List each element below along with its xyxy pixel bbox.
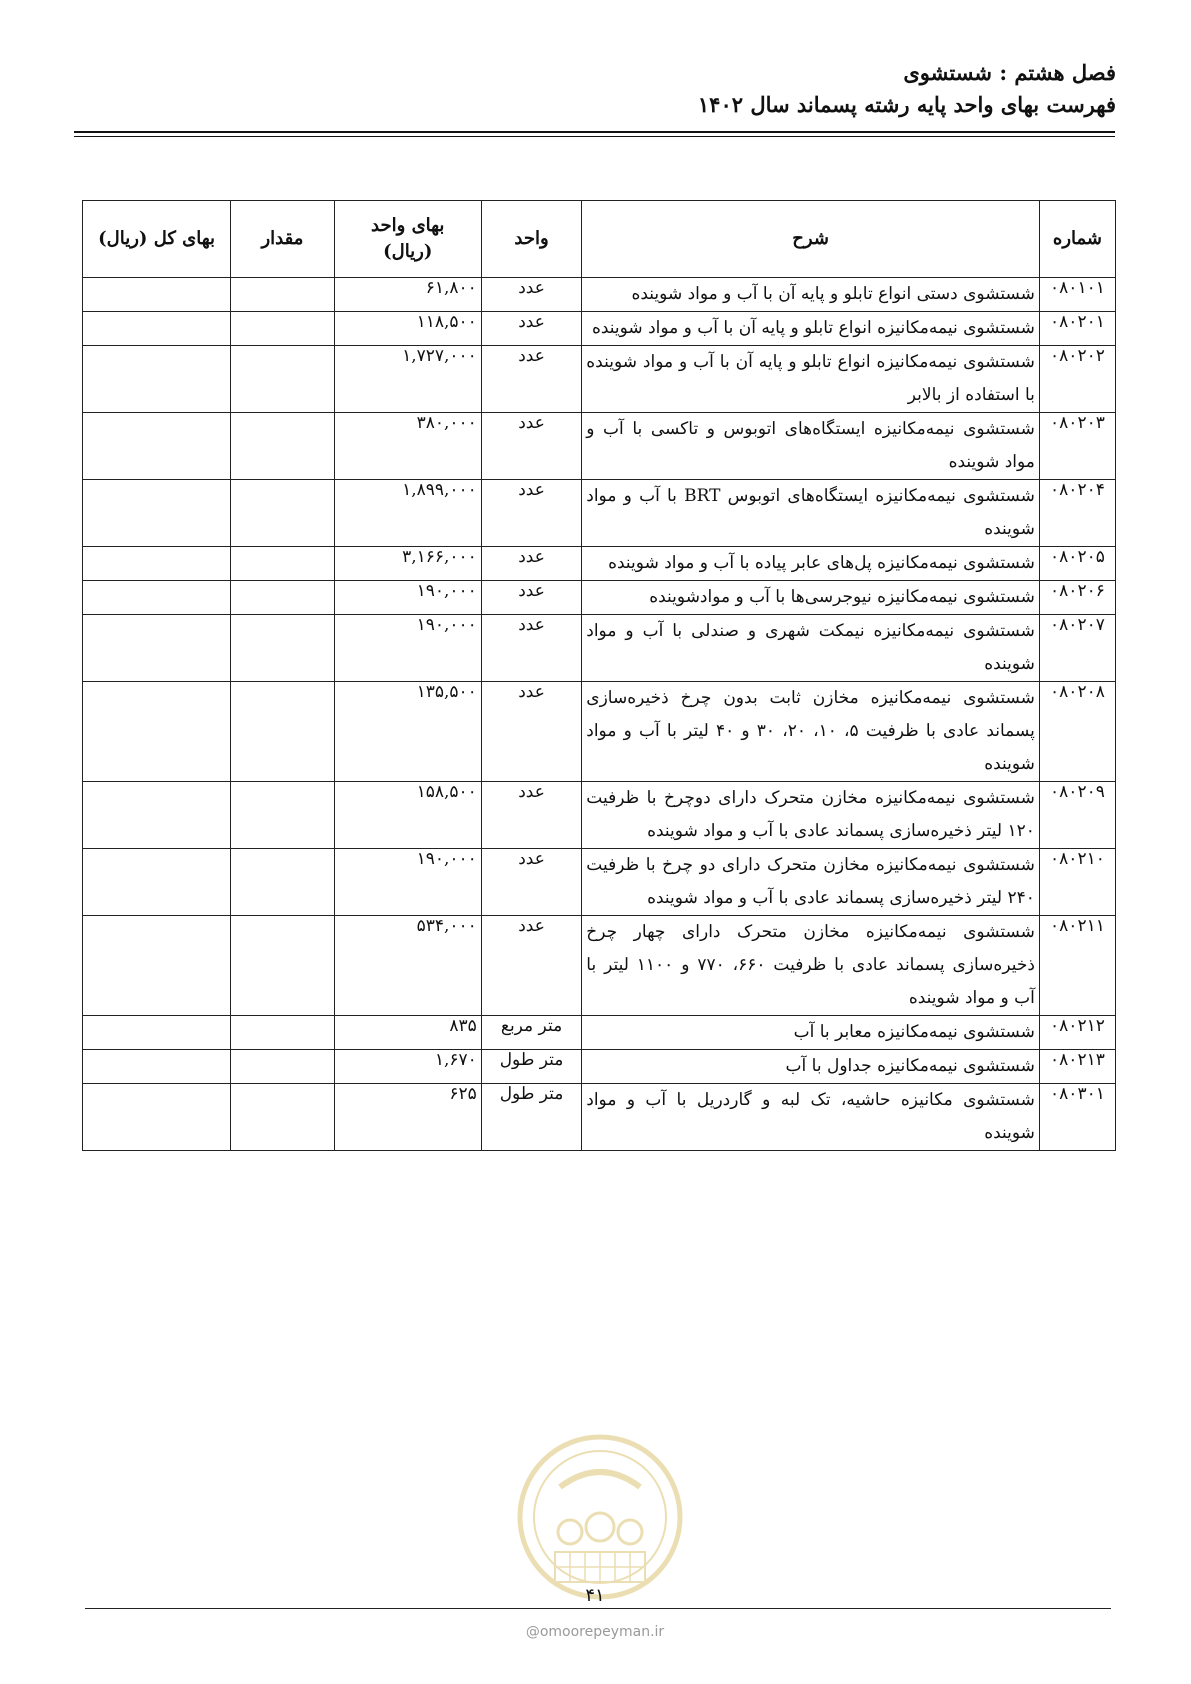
row-unit-price: ۱۱۸,۵۰۰: [334, 312, 481, 346]
header-rule-thin: [74, 136, 1115, 137]
row-quantity: [231, 849, 335, 916]
row-total: [83, 312, 231, 346]
table-row: [83, 346, 1116, 413]
row-total: [83, 849, 231, 916]
table-row: [83, 1050, 1116, 1084]
table-row: [83, 581, 1116, 615]
row-code: ۰۸۰۲۰۵: [1039, 547, 1115, 581]
table-row: [83, 413, 1116, 480]
table-row: [83, 1016, 1116, 1050]
header-unit-price-label: بهای واحد (ریال): [371, 215, 445, 262]
row-unit-price: ۳,۱۶۶,۰۰۰: [334, 547, 481, 581]
row-total: [83, 346, 231, 413]
row-code: ۰۸۰۲۰۷: [1039, 615, 1115, 682]
row-unit-price: ۶۲۵: [334, 1084, 481, 1151]
row-code: ۰۸۰۳۰۱: [1039, 1084, 1115, 1151]
row-total: [83, 278, 231, 312]
row-code: ۰۸۰۲۰۹: [1039, 782, 1115, 849]
watermark-seal: [515, 1432, 685, 1602]
header-code: شماره: [1039, 201, 1115, 278]
chapter-title: فصل هشتم : شستشوی: [903, 60, 1116, 85]
row-total: [83, 1050, 231, 1084]
table-row: [83, 1084, 1116, 1151]
row-description: شستشوی مکانیزه حاشیه، تک لبه و گاردریل با آب و مواد شوینده: [582, 1084, 1040, 1151]
table-row: [83, 480, 1116, 547]
page-header: [76, 58, 1116, 120]
header-quantity: مقدار: [231, 201, 335, 278]
row-quantity: [231, 547, 335, 581]
table-row: [83, 682, 1116, 782]
row-description: شستشوی نیمه‌مکانیزه پل‌های عابر پیاده با آب و مواد شوینده: [582, 547, 1040, 581]
row-unit: عدد: [481, 782, 581, 849]
row-description: شستشوی نیمه‌مکانیزه مخازن ثابت بدون چرخ ذخیره‌سازی پسماند عادی با ظرفیت ۵، ۱۰، ۲۰، ۳۰ و ۴۰ لیتر با آب و مواد شوینده: [582, 682, 1040, 782]
row-unit-price: ۵۳۴,۰۰۰: [334, 916, 481, 1016]
row-unit: عدد: [481, 312, 581, 346]
row-description: شستشوی نیمه‌مکانیزه انواع تابلو و پایه آن با آب و مواد شوینده: [582, 312, 1040, 346]
row-quantity: [231, 1050, 335, 1084]
row-unit: عدد: [481, 547, 581, 581]
row-description: شستشوی نیمه‌مکانیزه معابر با آب: [582, 1016, 1040, 1050]
row-quantity: [231, 1016, 335, 1050]
row-unit-price: ۱۹۰,۰۰۰: [334, 849, 481, 916]
row-code: ۰۸۰۲۰۶: [1039, 581, 1115, 615]
row-unit: عدد: [481, 480, 581, 547]
row-code: ۰۸۰۲۰۱: [1039, 312, 1115, 346]
row-description: شستشوی نیمه‌مکانیزه انواع تابلو و پایه آن با آب و مواد شوینده با استفاده از بالابر: [582, 346, 1040, 413]
row-quantity: [231, 581, 335, 615]
row-description: شستشوی نیمه‌مکانیزه نیوجرسی‌ها با آب و موادشوینده: [582, 581, 1040, 615]
row-total: [83, 1084, 231, 1151]
row-quantity: [231, 1084, 335, 1151]
row-unit: عدد: [481, 581, 581, 615]
row-code: ۰۸۰۲۱۲: [1039, 1016, 1115, 1050]
row-quantity: [231, 312, 335, 346]
row-unit: متر طول: [481, 1084, 581, 1151]
row-quantity: [231, 346, 335, 413]
table-body: [83, 278, 1116, 1151]
table-header-row: [83, 201, 1116, 278]
row-unit-price: ۳۸۰,۰۰۰: [334, 413, 481, 480]
row-code: ۰۸۰۲۰۲: [1039, 346, 1115, 413]
row-unit-price: ۱,۶۷۰: [334, 1050, 481, 1084]
row-unit: عدد: [481, 615, 581, 682]
row-total: [83, 413, 231, 480]
row-total: [83, 1016, 231, 1050]
row-total: [83, 682, 231, 782]
page-number: ۴۱: [585, 1585, 605, 1606]
row-total: [83, 547, 231, 581]
row-code: ۰۸۰۱۰۱: [1039, 278, 1115, 312]
table-row: [83, 312, 1116, 346]
row-total: [83, 916, 231, 1016]
row-unit-price: ۱۵۸,۵۰۰: [334, 782, 481, 849]
row-unit: متر طول: [481, 1050, 581, 1084]
header-description: شرح: [582, 201, 1040, 278]
row-quantity: [231, 615, 335, 682]
row-unit-price: ۱۹۰,۰۰۰: [334, 615, 481, 682]
footer-rule: [85, 1608, 1111, 1609]
row-quantity: [231, 413, 335, 480]
table-row: [83, 849, 1116, 916]
website-watermark: @omoorepeyman.ir: [525, 1624, 665, 1640]
row-quantity: [231, 278, 335, 312]
row-description: شستشوی نیمه‌مکانیزه ایستگاه‌های اتوبوس و تاکسی با آب و مواد شوینده: [582, 413, 1040, 480]
row-code: ۰۸۰۲۱۱: [1039, 916, 1115, 1016]
row-quantity: [231, 682, 335, 782]
row-description: شستشوی نیمه‌مکانیزه ایستگاه‌های اتوبوس BRT با آب و مواد شوینده: [582, 480, 1040, 547]
table-row: [83, 278, 1116, 312]
row-total: [83, 581, 231, 615]
row-unit: عدد: [481, 849, 581, 916]
price-list-table: [82, 200, 1116, 1151]
row-description: شستشوی نیمه‌مکانیزه مخازن متحرک دارای چهار چرخ ذخیره‌سازی پسماند عادی با ظرفیت ۶۶۰، ۷۷۰ و ۱۱۰۰ لیتر با آب و مواد شوینده: [582, 916, 1040, 1016]
document-title: فهرست بهای واحد پایه رشته پسماند سال ۱۴۰۲: [697, 92, 1116, 117]
row-code: ۰۸۰۲۱۳: [1039, 1050, 1115, 1084]
header-total: بهای کل (ریال): [83, 201, 231, 278]
table-row: [83, 547, 1116, 581]
row-description: شستشوی نیمه‌مکانیزه مخازن متحرک دارای دوچرخ با ظرفیت ۱۲۰ لیتر ذخیره‌سازی پسماند عادی با آب و مواد شوینده: [582, 782, 1040, 849]
row-total: [83, 480, 231, 547]
header-rule-thick: [74, 131, 1115, 133]
row-unit: عدد: [481, 916, 581, 1016]
row-code: ۰۸۰۲۰۴: [1039, 480, 1115, 547]
table-row: [83, 615, 1116, 682]
row-unit-price: ۸۳۵: [334, 1016, 481, 1050]
header-unit-price: [334, 201, 481, 278]
row-unit-price: ۱۹۰,۰۰۰: [334, 581, 481, 615]
table-row: [83, 916, 1116, 1016]
row-description: شستشوی نیمه‌مکانیزه جداول با آب: [582, 1050, 1040, 1084]
row-unit: عدد: [481, 278, 581, 312]
row-code: ۰۸۰۲۱۰: [1039, 849, 1115, 916]
row-unit-price: ۱,۸۹۹,۰۰۰: [334, 480, 481, 547]
row-unit: عدد: [481, 346, 581, 413]
row-code: ۰۸۰۲۰۳: [1039, 413, 1115, 480]
row-total: [83, 615, 231, 682]
row-unit-price: ۱,۷۲۷,۰۰۰: [334, 346, 481, 413]
row-description: شستشوی نیمه‌مکانیزه نیمکت شهری و صندلی با آب و مواد شوینده: [582, 615, 1040, 682]
row-quantity: [231, 916, 335, 1016]
header-unit: واحد: [481, 201, 581, 278]
row-description: شستشوی دستی انواع تابلو و پایه آن با آب و مواد شوینده: [582, 278, 1040, 312]
row-unit: متر مربع: [481, 1016, 581, 1050]
row-description: شستشوی نیمه‌مکانیزه مخازن متحرک دارای دو چرخ با ظرفیت ۲۴۰ لیتر ذخیره‌سازی پسماند عادی با آب و مواد شوینده: [582, 849, 1040, 916]
row-quantity: [231, 782, 335, 849]
row-quantity: [231, 480, 335, 547]
row-code: ۰۸۰۲۰۸: [1039, 682, 1115, 782]
row-total: [83, 782, 231, 849]
row-unit: عدد: [481, 682, 581, 782]
row-unit-price: ۱۳۵,۵۰۰: [334, 682, 481, 782]
row-unit: عدد: [481, 413, 581, 480]
row-unit-price: ۶۱,۸۰۰: [334, 278, 481, 312]
table-row: [83, 782, 1116, 849]
